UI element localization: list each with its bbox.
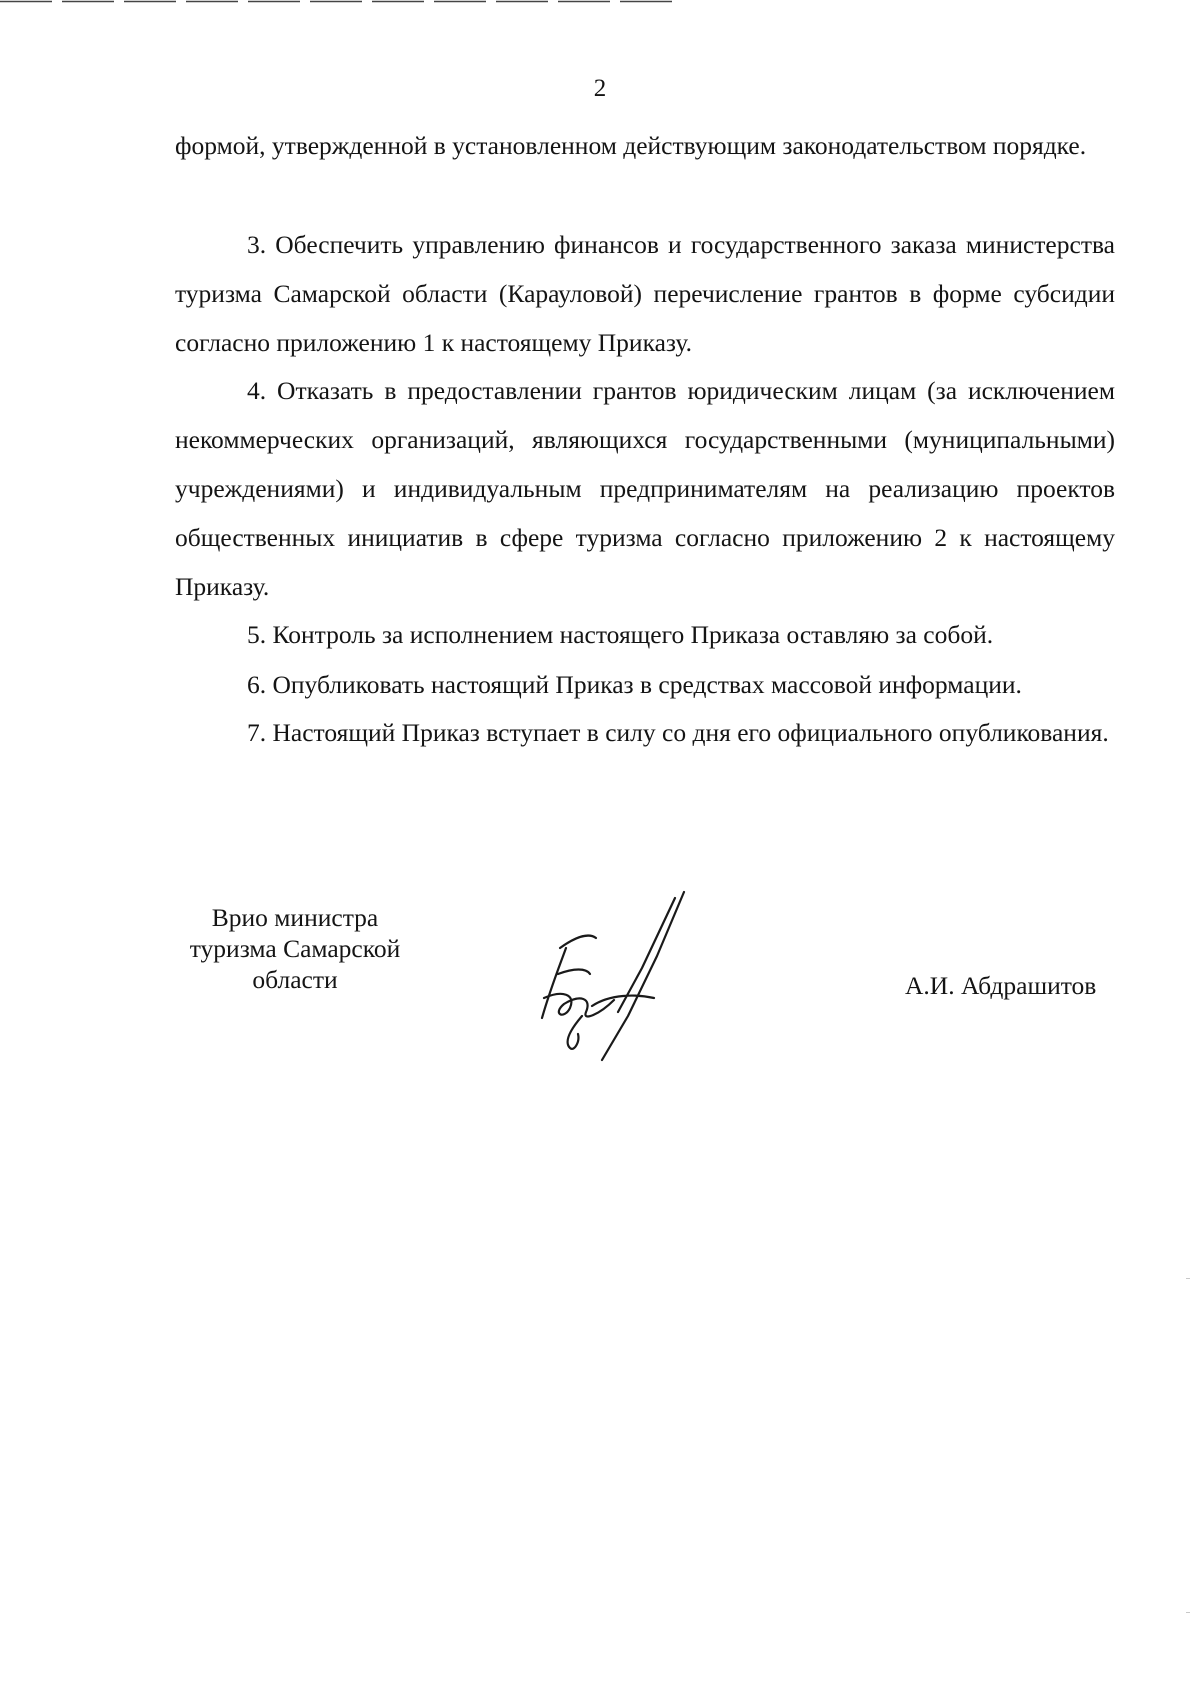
signatory-position <box>160 902 430 995</box>
scan-mark <box>1186 1278 1190 1279</box>
position-line-3: области <box>252 965 338 994</box>
top-edge-dashes <box>0 0 680 4</box>
paragraph-item-3: 3. Обеспечить управлению финансов и государственного заказа министерства туризма Самарской области (Карауловой) перечисление грантов в форме субсидии согласно приложению 1 к настоящему Приказу. <box>175 230 1115 357</box>
paragraph-item-6: 6. Опубликовать настоящий Приказ в средствах массовой информации. <box>247 670 1022 699</box>
paragraph-continuation: формой, утвержденной в установленном действующим законодательством порядке. <box>175 131 1087 160</box>
paragraph-item-7: 7. Настоящий Приказ вступает в силу со дня его официального опубликования. <box>247 718 1109 747</box>
position-line-1: Врио министра <box>211 903 379 932</box>
scan-mark <box>1186 1612 1190 1613</box>
handwritten-signature <box>530 890 700 1065</box>
paragraph-item-4: 4. Отказать в предоставлении грантов юридическим лицам (за исключением некоммерческих организаций, являющихся государственными (муниципальными) учреждениями) и индивидуальным предпринимателям на реализацию проектов общественных инициатив в сфере туризма согласно приложению 2 к настоящему Приказу. <box>175 376 1115 601</box>
paragraph-item-5: 5. Контроль за исполнением настоящего Приказа оставляю за собой. <box>247 620 994 649</box>
signer-name: А.И. Абдрашитов <box>905 971 1097 1000</box>
page-number: 2 <box>593 75 607 102</box>
position-line-2: туризма Самарской <box>189 934 401 963</box>
